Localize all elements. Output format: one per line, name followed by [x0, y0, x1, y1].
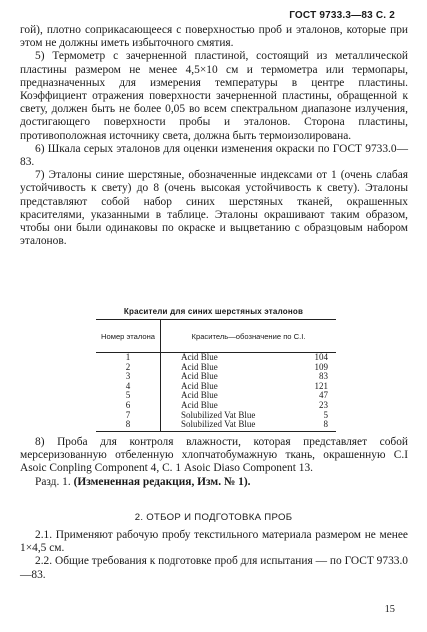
dye-name-cell: Acid Blue [181, 352, 218, 362]
ci-index-cell: 47 [319, 390, 328, 401]
ci-index-cell: 5 [323, 409, 328, 420]
ci-index-cell: 121 [314, 380, 328, 391]
table-row [96, 420, 336, 431]
edition-note-bold: (Измененная редакция, Изм. № 1). [73, 475, 251, 488]
dye-name-cell: Solubilized Vat Blue [161, 420, 302, 431]
ci-index-cell: 23 [319, 399, 328, 410]
row-number-cell: 6 [96, 401, 161, 411]
paragraph-item-6: 6) Шкала серых эталонов для оценки изменения окраски по ГОСТ 9733.0—83. [20, 142, 408, 169]
row-number-cell: 1 [96, 353, 161, 363]
row-number-cell: 3 [96, 372, 161, 382]
paragraph-item-5: 5) Термометр с зачерненной пластиной, состоящий из металлической пластины размером не менее 4,5×10 см и термометра или термопары, предназначенных для измерения температуры в центре пластины. Коэффициент отражения поверхности зачерненной пластины, обращенной к свету, должен быть не более 0,05 во всем спектральном диапазоне излучения, достигающего поверхности пробы и эталонов. Сторона пластины, противоположная источнику света, должна быть термоизолирована. [20, 50, 408, 142]
dye-name-cell: Acid Blue [181, 390, 218, 401]
dye-name-cell: Acid Blue [181, 380, 218, 391]
table-body [96, 353, 336, 432]
paragraph: гой), плотно соприкасающееся с поверхностью проб и эталонов, которые при этом не должны иметь избыточного смятия. [20, 24, 408, 50]
text-block-middle [20, 436, 408, 489]
edition-note-prefix: Разд. 1. [35, 475, 74, 488]
row-number-cell: 2 [96, 363, 161, 373]
row-number-cell: 7 [96, 411, 161, 421]
ci-index-cell: 83 [319, 371, 328, 382]
page-header: ГОСТ 9733.3—83 С. 2 [289, 10, 395, 21]
row-number-cell: 8 [96, 420, 161, 431]
section-heading: 2. ОТБОР И ПОДГОТОВКА ПРОБ [134, 512, 293, 523]
dye-name-cell: Solubilized Vat Blue [181, 409, 256, 420]
paragraph-2-1: 2.1. Применяют рабочую пробу текстильного материала размером не менее 1×4,5 см. [20, 529, 408, 555]
ci-index-cell: 109 [314, 361, 328, 372]
dye-table [96, 319, 336, 432]
column-header-dye: Краситель—обозначение по С.І. [161, 320, 337, 353]
text-block-bottom [20, 529, 408, 582]
paragraph-item-7: 7) Эталоны синие шерстяные, обозначенные индексами от 1 (очень слабая устойчивость к свету) до 8 (очень высокая устойчивость к свету). Эталоны представляют собой набор синих шерстяных тканей, окрашенных красителями, указанными в таблице. Эталоны окрашивают таким образом, чтобы они были одинаковы по окраске и выцветанию с образцовым набором эталонов. [20, 169, 408, 248]
column-header-number: Номер эталона [96, 320, 161, 353]
paragraph-2-2: 2.2. Общие требования к подготовке проб для испытания — по ГОСТ 9733.0—83. [20, 555, 408, 581]
paragraph-item-8: 8) Проба для контроля влажности, которая представляет собой мерсеризованную отбеленную хлопчатобумажную ткань, окрашенную С.І Asoic Conpling Component 4, С. 1 Asoic Diaso Component 13. [20, 436, 408, 475]
table-header-row [96, 320, 336, 353]
row-number-cell: 4 [96, 382, 161, 392]
ci-index-cell: 8 [302, 420, 336, 431]
ci-index-cell: 104 [314, 352, 328, 362]
dye-name-cell: Acid Blue [181, 371, 218, 382]
dye-name-cell: Acid Blue [181, 361, 218, 372]
dye-name-cell: Acid Blue [181, 399, 218, 410]
row-number-cell: 5 [96, 391, 161, 401]
edition-note [20, 476, 408, 489]
page-number: 15 [384, 604, 395, 615]
text-block-top [20, 24, 408, 248]
table-caption: Красители для синих шерстяных эталонов [123, 307, 304, 316]
